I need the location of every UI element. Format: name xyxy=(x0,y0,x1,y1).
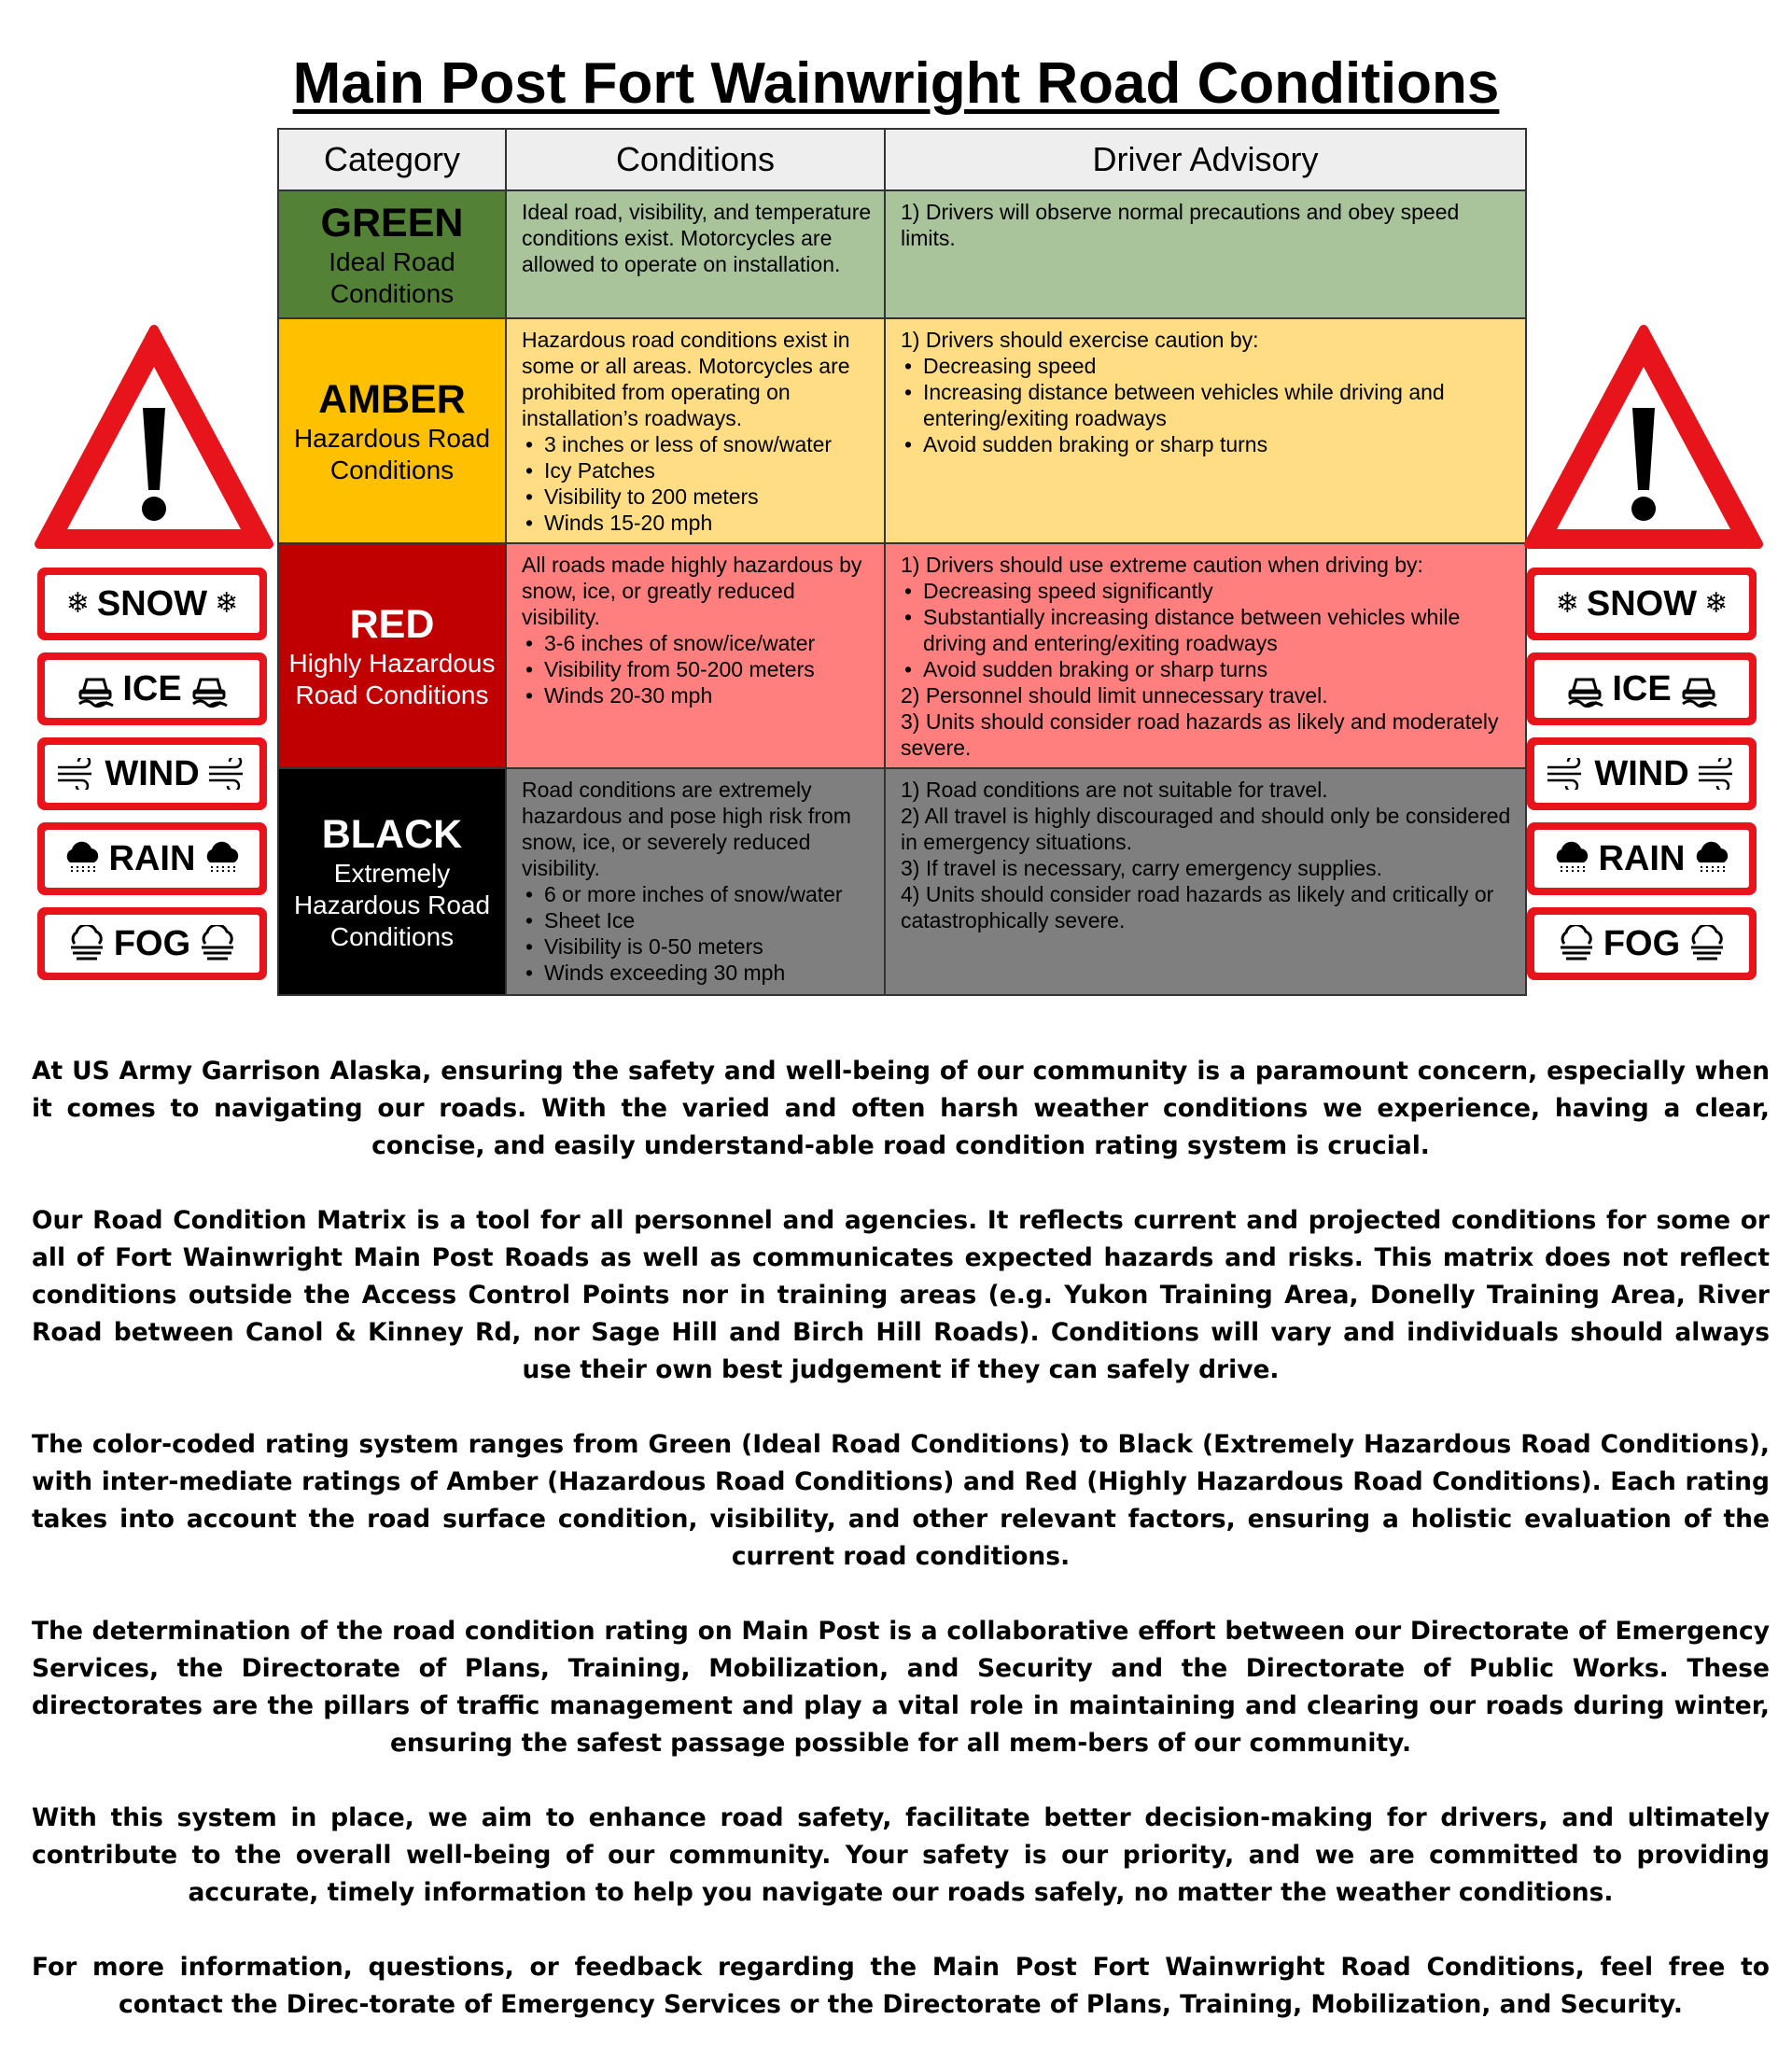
wind-icon xyxy=(1697,758,1738,790)
list-item: • Decreasing speed xyxy=(901,353,1514,379)
conditions-list xyxy=(522,431,873,536)
advisory-green xyxy=(885,190,1526,318)
category-amber xyxy=(278,318,506,543)
advisory-line: 4) Units should consider road hazards as likely and critically or catastrophically severe. xyxy=(901,882,1494,932)
fog-icon xyxy=(1687,925,1727,962)
list-item: • Decreasing speed significantly xyxy=(901,578,1514,604)
advisory-intro: 1) Drivers should use extreme caution when driving by: xyxy=(901,553,1423,577)
list-item: • Substantially increasing distance between vehicles while driving and entering/exiting roadways xyxy=(901,604,1514,656)
hazard-label: SNOW xyxy=(96,584,208,624)
rain-cloud-icon xyxy=(203,840,242,877)
hazard-sign-ice xyxy=(37,652,267,725)
advisory-list xyxy=(901,578,1514,682)
category-red xyxy=(278,543,506,768)
list-item: • Visibility to 200 meters xyxy=(522,484,873,510)
hazard-label: FOG xyxy=(113,924,191,963)
advisory-intro: 1) Drivers should exercise caution by: xyxy=(901,328,1259,352)
fog-icon xyxy=(67,925,106,962)
conditions-amber xyxy=(506,318,885,543)
advisory-amber xyxy=(885,318,1526,543)
hazard-sign-snow xyxy=(1527,568,1757,640)
list-item: • Visibility from 50-200 meters xyxy=(522,656,873,682)
list-item: • Icy Patches xyxy=(522,457,873,484)
skidding-car-icon xyxy=(1565,670,1604,708)
conditions-red xyxy=(506,543,885,768)
category-subtitle: Ideal Road Conditions xyxy=(329,246,455,308)
advisory-line: 3) Units should consider road hazards as likely and moderately severe. xyxy=(901,709,1499,760)
list-item: • Visibility is 0-50 meters xyxy=(522,933,873,960)
category-name: GREEN xyxy=(320,200,464,245)
table-row-black xyxy=(278,768,1526,995)
skidding-car-icon xyxy=(1679,670,1718,708)
category-name: AMBER xyxy=(318,376,466,422)
paragraph-safety: With this system in place, we aim to enhance road safety, facilitate better decision-making for drivers, and ultimately contribute to the overall well-being of our community. Your safety is our priority, and we are committed to providing accurate, timely information to help you navigate our roads safely, no matter the weather conditions. xyxy=(32,1803,1770,1907)
hazard-label: RAIN xyxy=(108,839,196,878)
warning-triangle-icon xyxy=(34,322,274,559)
list-item: • 6 or more inches of snow/water xyxy=(522,881,873,907)
hazard-label: WIND xyxy=(1594,754,1689,793)
hazard-sign-rain xyxy=(1527,822,1757,895)
conditions-text: Road conditions are extremely hazardous and pose high risk from snow, ice, or severely reduced visibility. xyxy=(522,778,851,880)
conditions-text: All roads made highly hazardous by snow, ice, or greatly reduced visibility. xyxy=(522,553,862,629)
paragraph-rating-system: The color-coded rating system ranges from Green (Ideal Road Conditions) to Black (Extremely Hazardous Road Conditions), with inter-mediate ratings of Amber (Hazardous Road Conditions) and Red (Highly Hazardous Road Conditions). Each rating takes into account the road surface condition, visibility, and other relevant factors, ensuring a holistic evaluation of the current road conditions. xyxy=(32,1430,1770,1571)
list-item: • 3-6 inches of snow/ice/water xyxy=(522,630,873,656)
hazard-sign-rain xyxy=(37,822,267,895)
hazard-sign-snow xyxy=(37,568,267,640)
road-condition-matrix xyxy=(277,128,1527,996)
list-item: • Winds 15-20 mph xyxy=(522,510,873,536)
category-name: BLACK xyxy=(321,811,463,857)
snowflake-icon: ❄ xyxy=(1704,587,1729,620)
category-black xyxy=(278,768,506,995)
conditions-black xyxy=(506,768,885,995)
hazard-sign-fog xyxy=(37,907,267,980)
conditions-list xyxy=(522,881,873,986)
hazard-sign-ice xyxy=(1527,652,1757,725)
table-header-row xyxy=(278,129,1526,190)
advisory-black xyxy=(885,768,1526,995)
advisory-list xyxy=(901,353,1514,457)
list-item: • Winds 20-30 mph xyxy=(522,682,873,708)
advisory-line: 1) Road conditions are not suitable for travel. xyxy=(901,778,1328,802)
list-item: • 3 inches or less of snow/water xyxy=(522,431,873,457)
snowflake-icon: ❄ xyxy=(65,587,90,620)
hazard-label: ICE xyxy=(122,669,182,708)
rain-cloud-icon xyxy=(1552,840,1591,877)
snowflake-icon: ❄ xyxy=(215,587,239,620)
wind-icon xyxy=(1546,758,1587,790)
category-subtitle: Hazardous Road Conditions xyxy=(293,423,491,484)
wind-icon xyxy=(207,758,248,790)
advisory-line: 2) Personnel should limit unnecessary travel. xyxy=(901,683,1328,708)
paragraph-determination: The determination of the road condition rating on Main Post is a collaborative effort between our Directorate of Emergency Services, the Directorate of Plans, Training, Mobilization, and Security and the Directorate of Public Works. These directorates are the pillars of traffic management and play a vital role in maintaining and clearing our roads during winter, ensuring the safest passage possible for all mem-bers of our community. xyxy=(32,1617,1770,1758)
paragraph-intro: At US Army Garrison Alaska, ensuring the safety and well-being of our community is a paramount concern, especially when it comes to navigating our roads. With the varied and often harsh weather conditions we experience, having a clear, concise, and easily understand-able road condition rating system is crucial. xyxy=(32,1057,1770,1160)
list-item: • Increasing distance between vehicles while driving and entering/exiting roadways xyxy=(901,379,1514,431)
page-title: Main Post Fort Wainwright Road Conditions xyxy=(292,51,1500,116)
advisory-red xyxy=(885,543,1526,768)
hazard-label: FOG xyxy=(1603,924,1681,963)
advisory-line: 2) All travel is highly discouraged and should only be considered in emergency situations. xyxy=(901,804,1511,854)
hazard-signs-left xyxy=(32,322,276,992)
snowflake-icon: ❄ xyxy=(1555,587,1579,620)
advisory-line: 3) If travel is necessary, carry emergency supplies. xyxy=(901,856,1382,880)
hazard-label: RAIN xyxy=(1598,839,1686,878)
hazard-sign-wind xyxy=(37,737,267,810)
conditions-text: Ideal road, visibility, and temperature conditions exist. Motorcycles are allowed to operate on installation. xyxy=(522,200,872,276)
hazard-label: SNOW xyxy=(1586,584,1698,624)
rain-cloud-icon xyxy=(63,840,102,877)
list-item: • Avoid sudden braking or sharp turns xyxy=(901,431,1514,457)
header-conditions: Conditions xyxy=(506,129,885,190)
conditions-text: Hazardous road conditions exist in some or all areas. Motorcycles are prohibited from operating on installation’s roadways. xyxy=(522,328,850,430)
wind-icon xyxy=(56,758,97,790)
list-item: • Winds exceeding 30 mph xyxy=(522,960,873,986)
conditions-list xyxy=(522,630,873,708)
advisory-line: 1) Drivers will observe normal precautions and obey speed limits. xyxy=(901,200,1460,250)
hazard-signs-right xyxy=(1521,322,1766,992)
fog-icon xyxy=(198,925,237,962)
paragraph-contact: For more information, questions, or feedback regarding the Main Post Fort Wainwright Road Conditions, feel free to contact the Direc-torate of Emergency Services or the Directorate of Plans, Training, Mobilization, and Security. xyxy=(32,1953,1770,2019)
header-category: Category xyxy=(278,129,506,190)
skidding-car-icon xyxy=(189,670,229,708)
category-subtitle: Highly Hazardous Road Conditions xyxy=(288,648,496,709)
paragraph-matrix: Our Road Condition Matrix is a tool for all personnel and agencies. It reflects current and projected conditions for some or all of Fort Wainwright Main Post Roads as well as communicates expected hazards and risks. This matrix does not reflect conditions outside the Access Control Points nor in training areas (e.g. Yukon Training Area, Donelly Training Area, River Road between Canol & Kinney Rd, nor Sage Hill and Birch Hill Roads). Conditions will vary and individuals should always use their own best judgement if they can safely drive. xyxy=(32,1206,1770,1384)
description-text xyxy=(32,1053,1770,2061)
conditions-green xyxy=(506,190,885,318)
category-green xyxy=(278,190,506,318)
warning-triangle-icon xyxy=(1523,322,1764,559)
table-row-green xyxy=(278,190,1526,318)
fog-icon xyxy=(1557,925,1596,962)
hazard-sign-wind xyxy=(1527,737,1757,810)
category-name: RED xyxy=(349,601,435,647)
hazard-label: WIND xyxy=(105,754,200,793)
list-item: • Avoid sudden braking or sharp turns xyxy=(901,656,1514,682)
table-row-red xyxy=(278,543,1526,768)
rain-cloud-icon xyxy=(1692,840,1731,877)
hazard-label: ICE xyxy=(1612,669,1672,708)
list-item: • Sheet Ice xyxy=(522,907,873,933)
skidding-car-icon xyxy=(76,670,115,708)
hazard-sign-fog xyxy=(1527,907,1757,980)
category-subtitle: Extremely Hazardous Road Conditions xyxy=(293,858,491,951)
header-driver-advisory: Driver Advisory xyxy=(885,129,1526,190)
table-row-amber xyxy=(278,318,1526,543)
